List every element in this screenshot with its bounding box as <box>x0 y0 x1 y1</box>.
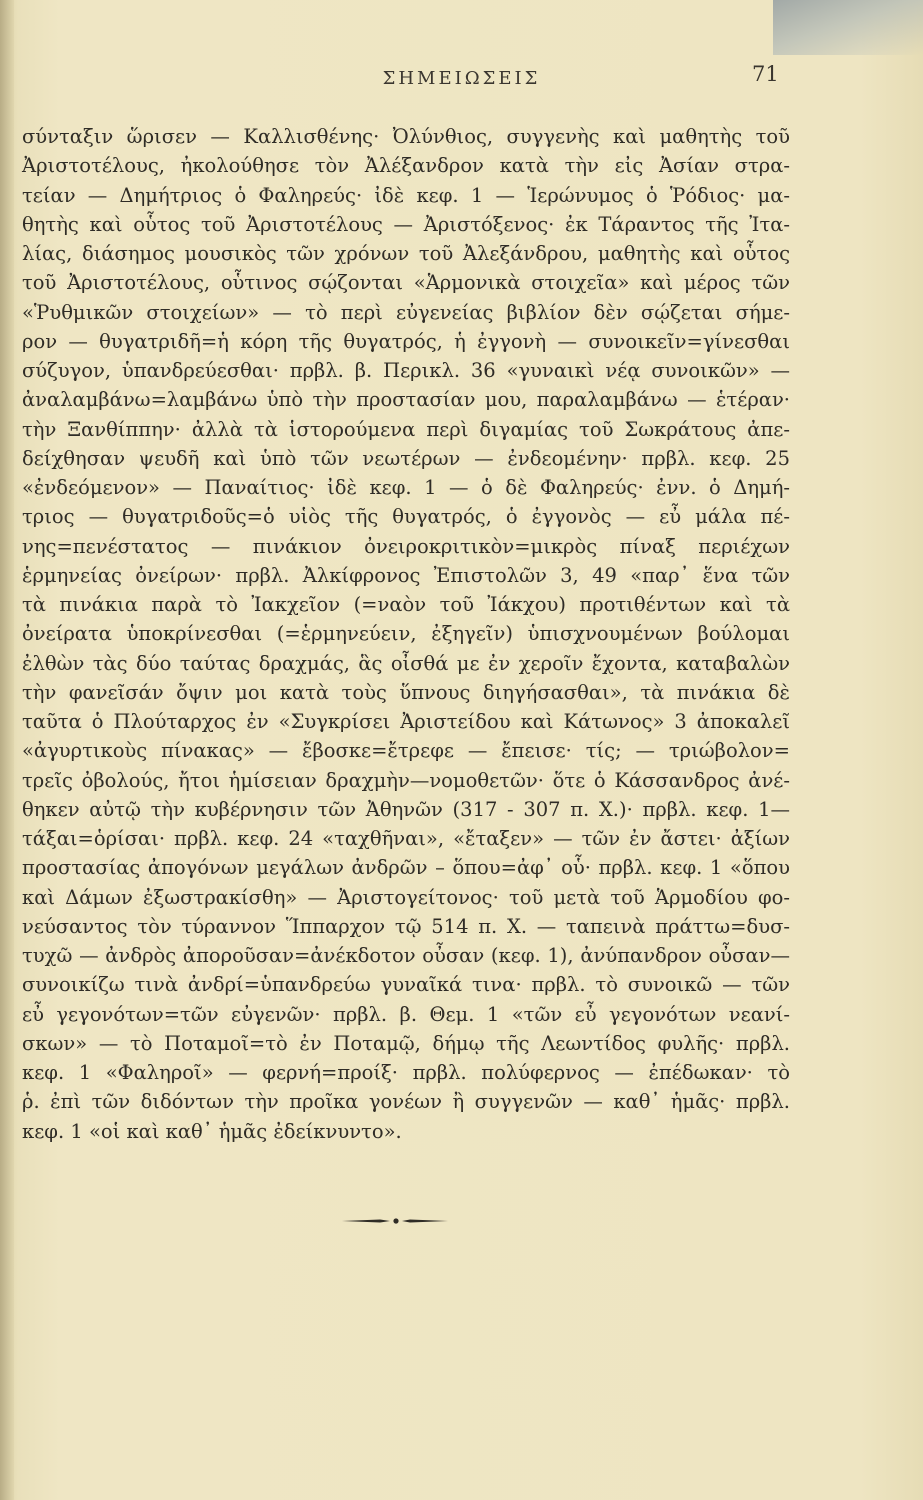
text-line: ταῦτα ὁ Πλούταρχος ἐν «Συγκρίσει Ἀριστείδου καὶ Κάτωνος» 3 ἀποκαλεῖ <box>22 710 790 733</box>
text-line: θηκεν αὐτῷ τὴν κυβέρνησιν τῶν Ἀθηνῶν (317 - 307 π. Χ.)· πρβλ. κεφ. 1— <box>22 797 790 821</box>
text-line: λίας, διάσημος μουσικὸς τῶν χρόνων τοῦ Ἀλεξάνδρου, μαθητὴς καὶ οὗτος <box>22 242 790 265</box>
section-end-ornament <box>340 1216 450 1226</box>
text-line: ἀναλαμβάνω=λαμβάνω ὑπὸ τὴν προστασίαν μου, παραλαμβάνω — ἑτέραν· <box>22 388 790 412</box>
text-line: ρον — θυγατριδῆ=ἡ κόρη τῆς θυγατρός, ἡ ἐγγονὴ — συνοικεῖν=γίνεσθαι <box>22 329 790 353</box>
text-line: ῥ. ἐπὶ τῶν διδόντων τὴν προῖκα γονέων ἢ συγγενῶν — καθ᾽ ἡμᾶς· πρβλ. <box>22 1090 790 1114</box>
text-line: τοῦ Ἀριστοτέλους, οὗτινος σῴζονται «Ἁρμονικὰ στοιχεῖα» καὶ μέρος τῶν <box>22 271 790 295</box>
text-line: νης=πενέστατος — πινάκιον ὀνειροκριτικὸν=μικρὸς πίναξ περιέχων <box>22 534 790 558</box>
text-line: σκων» — τὸ Ποταμοῖ=τὸ ἐν Ποταμῷ, δήμῳ τῆς Λεωντίδος φυλῆς· πρβλ. <box>22 1031 790 1055</box>
text-line: ἑρμηνείας ὀνείρων· πρβλ. Ἀλκίφρονος Ἐπιστολῶν 3, 49 «παρ᾽ ἕνα τῶν <box>22 563 790 587</box>
text-line: εὖ γεγονότων=τῶν εὐγενῶν· πρβλ. β. Θεμ. 1 «τῶν εὖ γεγονότων νεανί- <box>22 1002 790 1026</box>
text-line: συνοικίζω τινὰ ἀνδρί=ὑπανδρεύω γυναῖκά τινα· πρβλ. τὸ συνοικῶ — τῶν <box>22 973 790 997</box>
corner-stain <box>773 0 923 55</box>
text-line: κεφ. 1 «οἱ καὶ καθ᾽ ἡμᾶς ἐδείκνυντο». <box>22 1119 402 1143</box>
text-line: τείαν — Δημήτριος ὁ Φαληρεύς· ἰδὲ κεφ. 1 — Ἱερώνυμος ὁ Ῥόδιος· μα- <box>22 183 790 207</box>
book-spine-shadow <box>0 0 14 1500</box>
text-line: τυχῶ — ἀνδρὸς ἀποροῦσαν=ἀνέκδοτον οὖσαν (κεφ. 1), ἀνύπανδρον οὖσαν— <box>22 944 790 967</box>
notes-body <box>22 122 790 1146</box>
text-line: καὶ Δάμων ἐξωστρακίσθη» — Ἀριστογείτονος· τοῦ μετὰ τοῦ Ἁρμοδίου φο- <box>22 885 790 909</box>
text-line: νεύσαντος τὸν τύραννον Ἵππαρχον τῷ 514 π. Χ. — ταπεινὰ πράττω=δυσ- <box>22 914 790 938</box>
text-line: τὴν φανεῖσάν ὄψιν μοι κατὰ τοὺς ὕπνους διηγήσασθαι», τὰ πινάκια δὲ <box>22 680 790 704</box>
text-line: Ἀριστοτέλους, ἠκολούθησε τὸν Ἀλέξανδρον κατὰ τὴν εἰς Ἀσίαν στρα- <box>22 154 790 178</box>
text-line: δείχθησαν ψευδῆ καὶ ὑπὸ τῶν νεωτέρων — ἐνδεομένην· πρβλ. κεφ. 25 <box>22 446 790 470</box>
text-line: τρεῖς ὀβολούς, ἤτοι ἡμίσειαν δραχμὴν—νομοθετῶν· ὅτε ὁ Κάσσανδρος ἀνέ- <box>22 768 790 792</box>
text-line: σύνταξιν ὥρισεν — Καλλισθένης· Ὀλύνθιος, συγγενὴς καὶ μαθητὴς τοῦ <box>22 125 790 148</box>
text-line: ἐλθὼν τὰς δύο ταύτας δραχμάς, ἃς οἶσθά με ἐν χεροῖν ἔχοντα, καταβαλὼν <box>22 651 790 675</box>
text-line: σύζυγον, ὑπανδρεύεσθαι· πρβλ. β. Περικλ. 36 «γυναικὶ νέᾳ συνοικῶν» — <box>22 359 790 382</box>
text-line: τριος — θυγατριδοῦς=ὁ υἱὸς τῆς θυγατρός, ὁ ἐγγονὸς — εὖ μάλα πέ- <box>22 505 790 529</box>
text-line: «Ῥυθμικῶν στοιχείων» — τὸ περὶ εὐγενείας βιβλίον δὲν σῴζεται σήμε- <box>22 300 790 324</box>
text-line: τὰ πινάκια παρὰ τὸ Ἰακχεῖον (=ναὸν τοῦ Ἰάκχου) προτιθέντων καὶ τὰ <box>22 593 790 616</box>
text-line: «ἐνδεόμενον» — Παναίτιος· ἰδὲ κεφ. 1 — ὁ δὲ Φαληρεύς· ἐνν. ὁ Δημή- <box>22 476 790 499</box>
text-line: τὴν Ξανθίππην· ἀλλὰ τὰ ἱστορούμενα περὶ διγαμίας τοῦ Σωκράτους ἀπε- <box>22 417 790 441</box>
text-line: προστασίας ἀπογόνων μεγάλων ἀνδρῶν – ὅπου=ἀφ᾽ οὗ· πρβλ. κεφ. 1 «ὅπου <box>22 856 790 880</box>
page-number: 71 <box>752 62 779 86</box>
text-line: «ἀγυρτικοὺς πίνακας» — ἔβοσκε=ἔτρεφε — ἔπεισε· τίς; — τριώβολον= <box>22 739 790 763</box>
text-line: ὀνείρατα ὑποκρίνεσθαι (=ἑρμηνεύειν, ἐξηγεῖν) ὑπισχνουμένων βούλομαι <box>22 622 790 646</box>
text-line: θητὴς καὶ οὗτος τοῦ Ἀριστοτέλους — Ἀριστόξενος· ἐκ Τάραντος τῆς Ἰτα- <box>22 212 790 236</box>
text-line: κεφ. 1 «Φαληροῖ» — φερνή=προίξ· πρβλ. πολύφερνος — ἐπέδωκαν· τὸ <box>22 1061 790 1084</box>
text-line: τάξαι=ὁρίσαι· πρβλ. κεφ. 24 «ταχθῆναι», «ἔταξεν» — τῶν ἐν ἄστει· ἀξίων <box>22 827 790 850</box>
running-head: ΣΗΜΕΙΩΣΕΙΣ <box>382 68 541 89</box>
